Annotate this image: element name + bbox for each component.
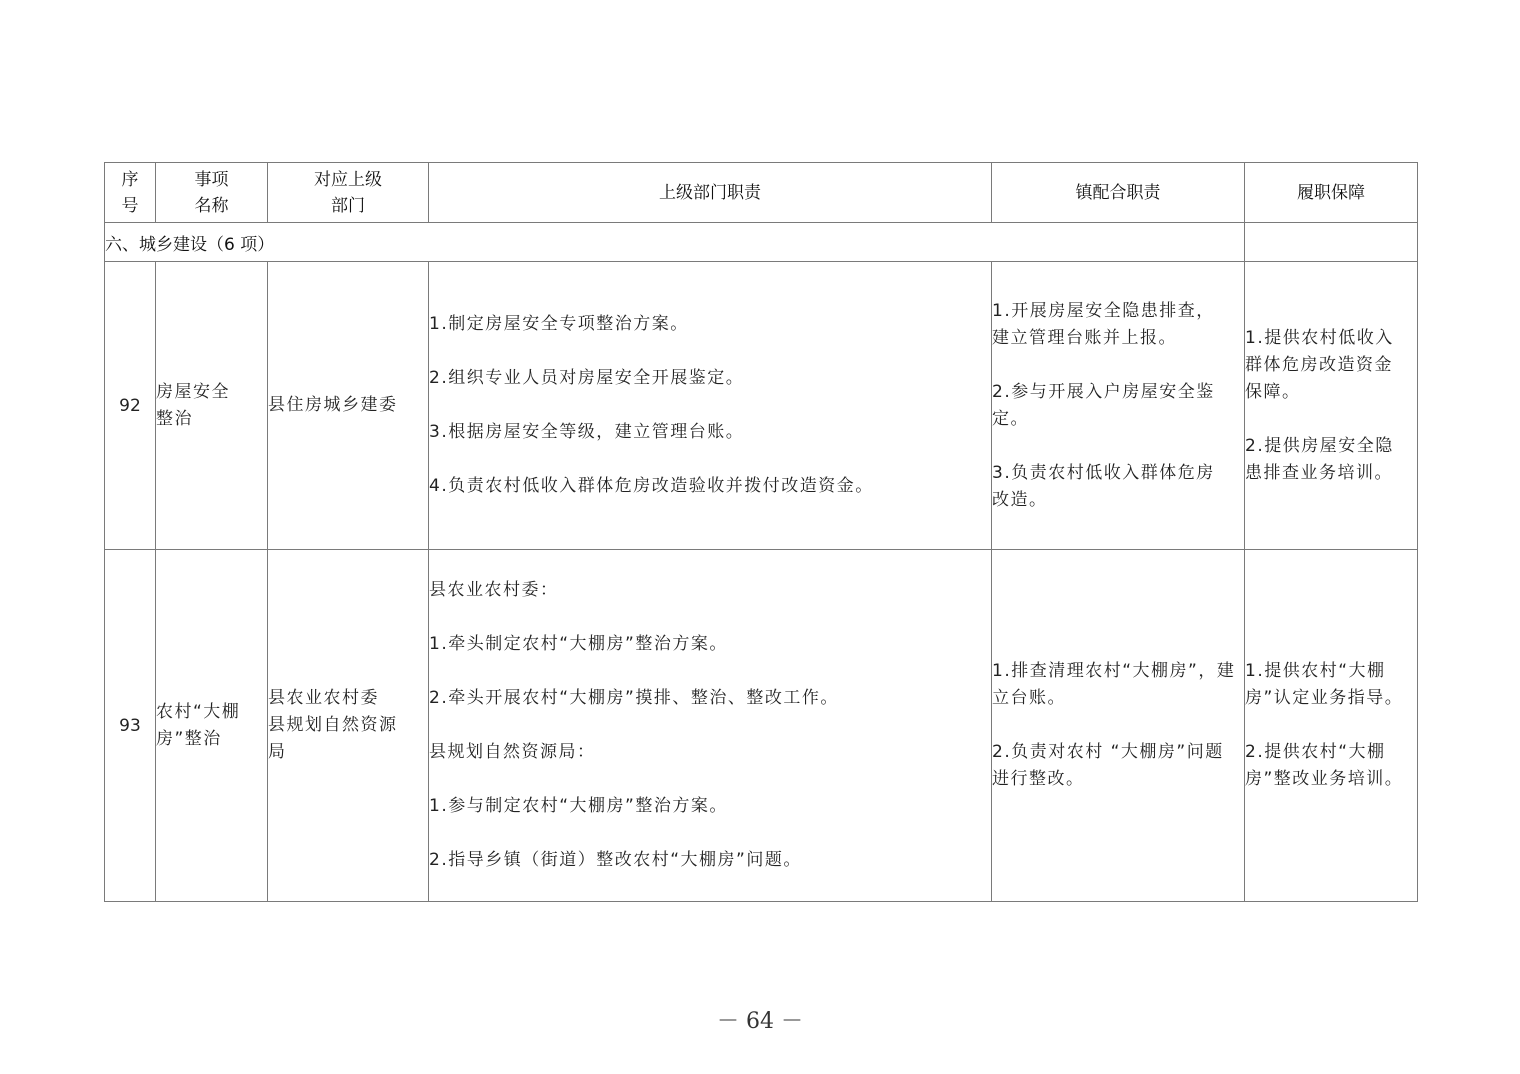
duty-line: 2.组织专业人员对房屋安全开展鉴定。 (429, 368, 745, 388)
table-row (105, 262, 1418, 550)
item-name: 农村“大棚 房”整治 (156, 550, 268, 902)
header-seq: 序 号 (105, 163, 156, 223)
duty-line: 1.制定房屋安全专项整治方案。 (429, 314, 689, 334)
town-duty-line: 3.负责农村低收入群体危房 改造。 (992, 462, 1215, 510)
duty-line: 2.指导乡镇（街道）整改农村“大棚房”问题。 (429, 850, 802, 870)
duty-line: 2.牵头开展农村“大棚房”摸排、整治、整改工作。 (429, 688, 839, 708)
item-name: 房屋安全 整治 (156, 262, 268, 550)
superior-dept: 县住房城乡建委 (268, 262, 429, 550)
table-row (105, 550, 1418, 902)
section-empty-cell (1245, 223, 1418, 262)
section-title: 六、城乡建设（6 项） (105, 223, 1245, 262)
header-row (105, 163, 1418, 223)
superior-duties (429, 262, 992, 550)
duty-line: 3.根据房屋安全等级，建立管理台账。 (429, 422, 745, 442)
town-duty-line: 2.参与开展入户房屋安全鉴 定。 (992, 381, 1215, 429)
guarantee-line: 1.提供农村“大棚 房”认定业务指导。 (1245, 661, 1404, 708)
guarantee-line: 2.提供房屋安全隐 患排查业务培训。 (1245, 435, 1394, 483)
responsibility-table (104, 162, 1418, 902)
header-item-name: 事项 名称 (156, 163, 268, 223)
row-number: 93 (105, 550, 156, 902)
header-superior-duties: 上级部门职责 (429, 163, 992, 223)
town-duty-line: 2.负责对农村 “大棚房”问题 进行整改。 (992, 742, 1224, 789)
header-town-duties: 镇配合职责 (992, 163, 1245, 223)
town-duty-line: 1.排查清理农村“大棚房”，建 立台账。 (992, 661, 1236, 708)
duty-line: 4.负责农村低收入群体危房改造验收并拨付改造资金。 (429, 476, 874, 496)
superior-dept: 县农业农村委 县规划自然资源 局 (268, 550, 429, 902)
duty-line: 1.参与制定农村“大棚房”整治方案。 (429, 796, 728, 816)
header-guarantee: 履职保障 (1245, 163, 1418, 223)
duty-line: 1.牵头制定农村“大棚房”整治方案。 (429, 634, 728, 654)
town-duties (992, 550, 1245, 902)
header-superior-dept: 对应上级 部门 (268, 163, 429, 223)
town-duties (992, 262, 1245, 550)
page-number: － 64 － (717, 1009, 803, 1034)
guarantee-line: 1.提供农村低收入 群体危房改造资金 保障。 (1245, 327, 1394, 402)
guarantee (1245, 262, 1418, 550)
guarantee (1245, 550, 1418, 902)
section-row (105, 223, 1418, 262)
duty-line: 县规划自然资源局： (429, 742, 596, 762)
guarantee-line: 2.提供农村“大棚 房”整改业务培训。 (1245, 742, 1404, 789)
row-number: 92 (105, 262, 156, 550)
town-duty-line: 1.开展房屋安全隐患排查， 建立管理台账并上报。 (992, 300, 1215, 348)
duty-line: 县农业农村委： (429, 580, 559, 600)
superior-duties (429, 550, 992, 902)
